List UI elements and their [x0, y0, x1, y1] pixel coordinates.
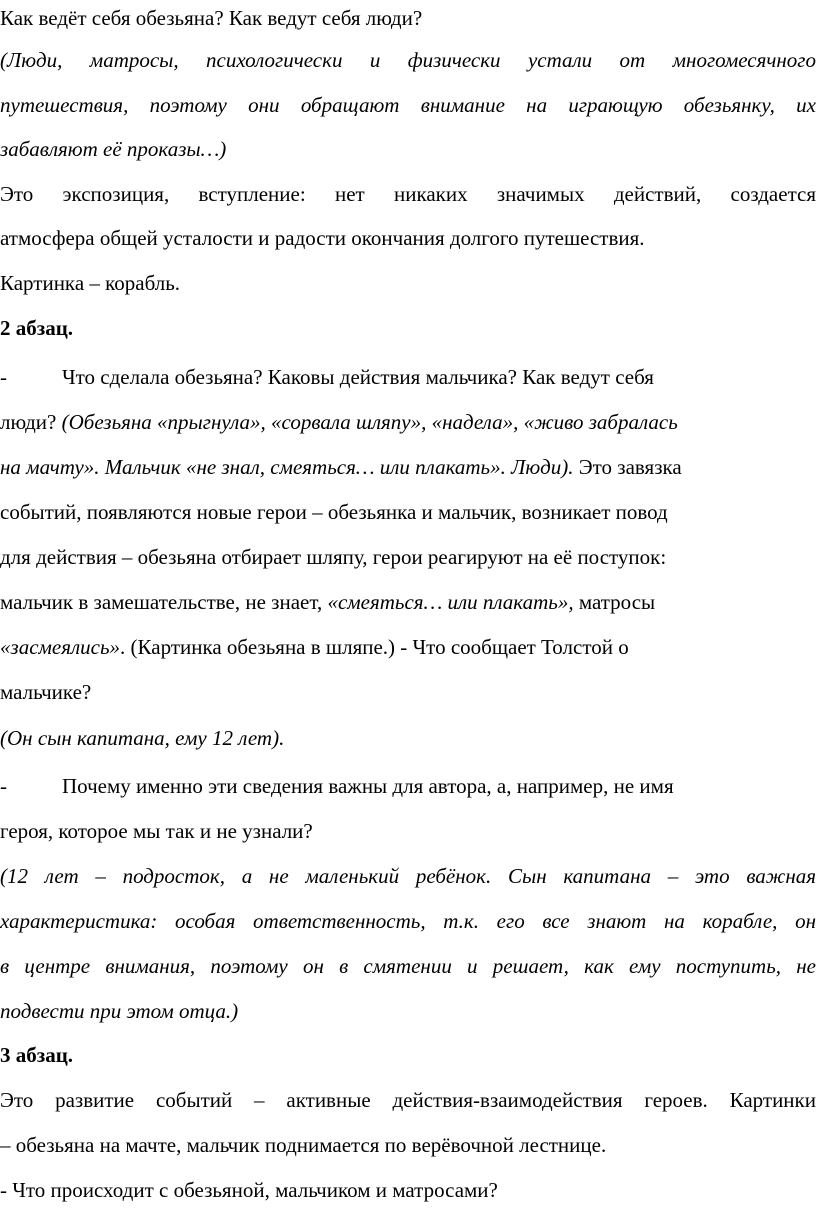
- question-2-line-7: [0, 633, 629, 661]
- answer-1-line-1: (Люди, матросы, психологически и физически устали от многомесячного: [0, 48, 816, 72]
- paragraph-3-line-1: Это развитие событий – активные действия-взаимодействия героев. Картинки: [0, 1088, 816, 1112]
- question-2-quote-7a: «засмеялись»: [0, 635, 121, 659]
- question-1: Как ведёт себя обезьяна? Как ведут себя люди?: [0, 6, 423, 30]
- question-2-line-4: событий, появляются новые герои – обезьянка и мальчик, возникает повод: [0, 500, 668, 524]
- question-2-line-5: для действия – обезьяна отбирает шляпу, герои реагируют на её поступок:: [0, 545, 667, 569]
- paragraph-1-line-1: Это экспозиция, вступление: нет никаких значимых действий, создается: [0, 182, 816, 206]
- question-4: - Что происходит с обезьяной, мальчиком и матросами?: [0, 1178, 498, 1202]
- question-2-text-2a: люди?: [0, 410, 62, 434]
- question-3-text-1: Почему именно эти сведения важны для автора, а, например, не имя: [62, 774, 674, 798]
- answer-3-line-3: в центре внимания, поэтому он в смятении и решает, как ему поступить, не: [0, 954, 816, 978]
- heading-paragraph-3: 3 абзац.: [0, 1043, 74, 1067]
- answer-3-line-2: характеристика: особая ответственность, т.к. его все знают на корабле, он: [0, 909, 816, 933]
- answer-1-line-2: путешествия, поэтому они обращают внимание на играющую обезьянку, их: [0, 93, 816, 117]
- answer-3-line-4: подвести при этом отца.): [0, 999, 239, 1023]
- question-2-line-6: [0, 588, 655, 616]
- answer-2: (Он сын капитана, ему 12 лет).: [0, 726, 285, 750]
- question-2-text-6c: матросы: [573, 590, 656, 614]
- paragraph-1-line-3: Картинка – корабль.: [0, 271, 181, 295]
- question-2-line-3: [0, 453, 682, 481]
- question-2-text-3b: Это завязка: [573, 455, 682, 479]
- paragraph-1-line-2: атмосфера общей усталости и радости окончания долгого путешествия.: [0, 226, 645, 250]
- question-2-line-8: мальчике?: [0, 680, 92, 704]
- heading-paragraph-2: 2 абзац.: [0, 316, 74, 340]
- question-2-text-7b: . (Картинка обезьяна в шляпе.) - Что сообщает Толстой о: [120, 635, 629, 659]
- question-2-text-6a: мальчик в замешательстве, не знает,: [0, 590, 328, 614]
- answer-3-line-1: (12 лет – подросток, а не маленький ребёнок. Сын капитана – это важная: [0, 864, 816, 888]
- answer-1-line-3: забавляют её проказы…): [0, 137, 227, 161]
- list-dash-2: -: [0, 774, 7, 798]
- question-2-quote-6b: «смеяться… или плакать»,: [327, 590, 574, 614]
- question-2-line-2: [0, 408, 678, 436]
- question-2-answer-2b: (Обезьяна «прыгнула», «сорвала шляпу», «надела», «живо забралась: [61, 410, 678, 434]
- question-3-line-2: героя, которое мы так и не узнали?: [0, 819, 313, 843]
- question-2-text-1: Что сделала обезьяна? Каковы действия мальчика? Как ведут себя: [62, 365, 654, 389]
- list-dash: -: [0, 365, 7, 389]
- question-2-answer-3a: на мачту». Мальчик «не знал, смеяться… или плакать». Люди).: [0, 455, 574, 479]
- paragraph-3-line-2: – обезьяна на мачте, мальчик поднимается по верёвочной лестнице.: [0, 1133, 607, 1157]
